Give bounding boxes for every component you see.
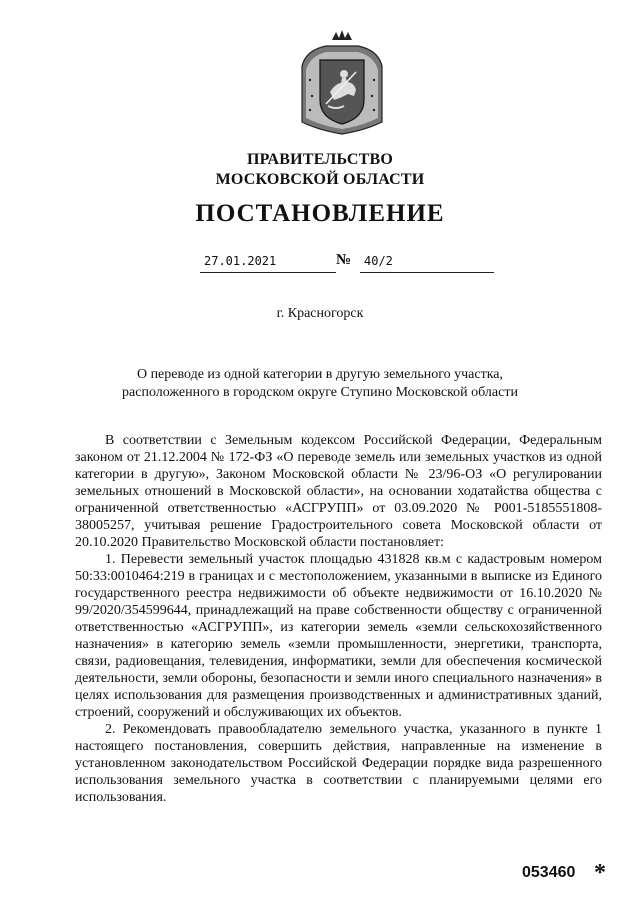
org-line-2: МОСКОВСКОЙ ОБЛАСТИ bbox=[215, 171, 425, 188]
clause-2-paragraph: 2. Рекомендовать правообладателю земельного участка, указанного в пункте 1 настоящего постановления, совершить действия, направленные на изменение в установленном законодательством Российской Федерации порядке вида разрешенного использования земельного участка в соответствии с планируемыми целями его использования. bbox=[75, 722, 602, 805]
document-body bbox=[75, 432, 602, 806]
document-number: 40/2 bbox=[360, 254, 494, 273]
number-sign: № bbox=[336, 252, 352, 268]
coat-of-arms-icon bbox=[296, 30, 388, 136]
clause-1-paragraph: 1. Перевести земельный участок площадью 431828 кв.м с кадастровым номером 50:33:0010464:219 в границах и с местоположением, указанными в выписке из Единого государственного реестра недвижимости об объекте недвижимости от 16.10.2020 № 99/2020/354599644, принадлежащий на праве собственности обществу с ограниченной ответственностью «АСГРУПП», из категории земель «земли сельскохозяйственного назначения» в категорию земель «земли промышленности, энергетики, транспорта, связи, радиовещания, телевидения, информатики, земли для обеспечения космической деятельности, земли обороны, безопасности и земли иного специального назначения» в целях использования для размещения производственных и административных зданий, строений, сооружений и обслуживающих их объектов. bbox=[75, 552, 602, 720]
document-type: ПОСТАНОВЛЕНИЕ bbox=[195, 200, 445, 227]
date-number-line bbox=[0, 254, 640, 278]
footer-mark: * bbox=[594, 860, 606, 886]
document-date: 27.01.2021 bbox=[200, 254, 336, 273]
org-line-1: ПРАВИТЕЛЬСТВО bbox=[246, 151, 394, 168]
preamble-paragraph: В соответствии с Земельным кодексом Российской Федерации, Федеральным законом от 21.12.2004 № 172-ФЗ «О переводе земель или земельных участков из одной категории в другую», Законом Московской области № 23/96-ОЗ «О регулировании земельных отношений в Московской области», на основании ходатайства общества с ограниченной ответственностью «АСГРУПП» от 03.09.2020 № Р001-5185551808-38005257, учитывая решение Градостроительного совета Московской области от 20.10.2020 Правительство Московской области постановляет: bbox=[75, 433, 602, 550]
subject-line-2: расположенного в городском округе Ступино Московской области bbox=[122, 385, 518, 400]
serial-number: 053460 bbox=[522, 864, 576, 881]
city: г. Красногорск bbox=[276, 306, 364, 321]
document-subject bbox=[90, 366, 550, 402]
government-title bbox=[0, 150, 640, 190]
subject-line-1: О переводе из одной категории в другую земельного участка, bbox=[136, 367, 504, 382]
